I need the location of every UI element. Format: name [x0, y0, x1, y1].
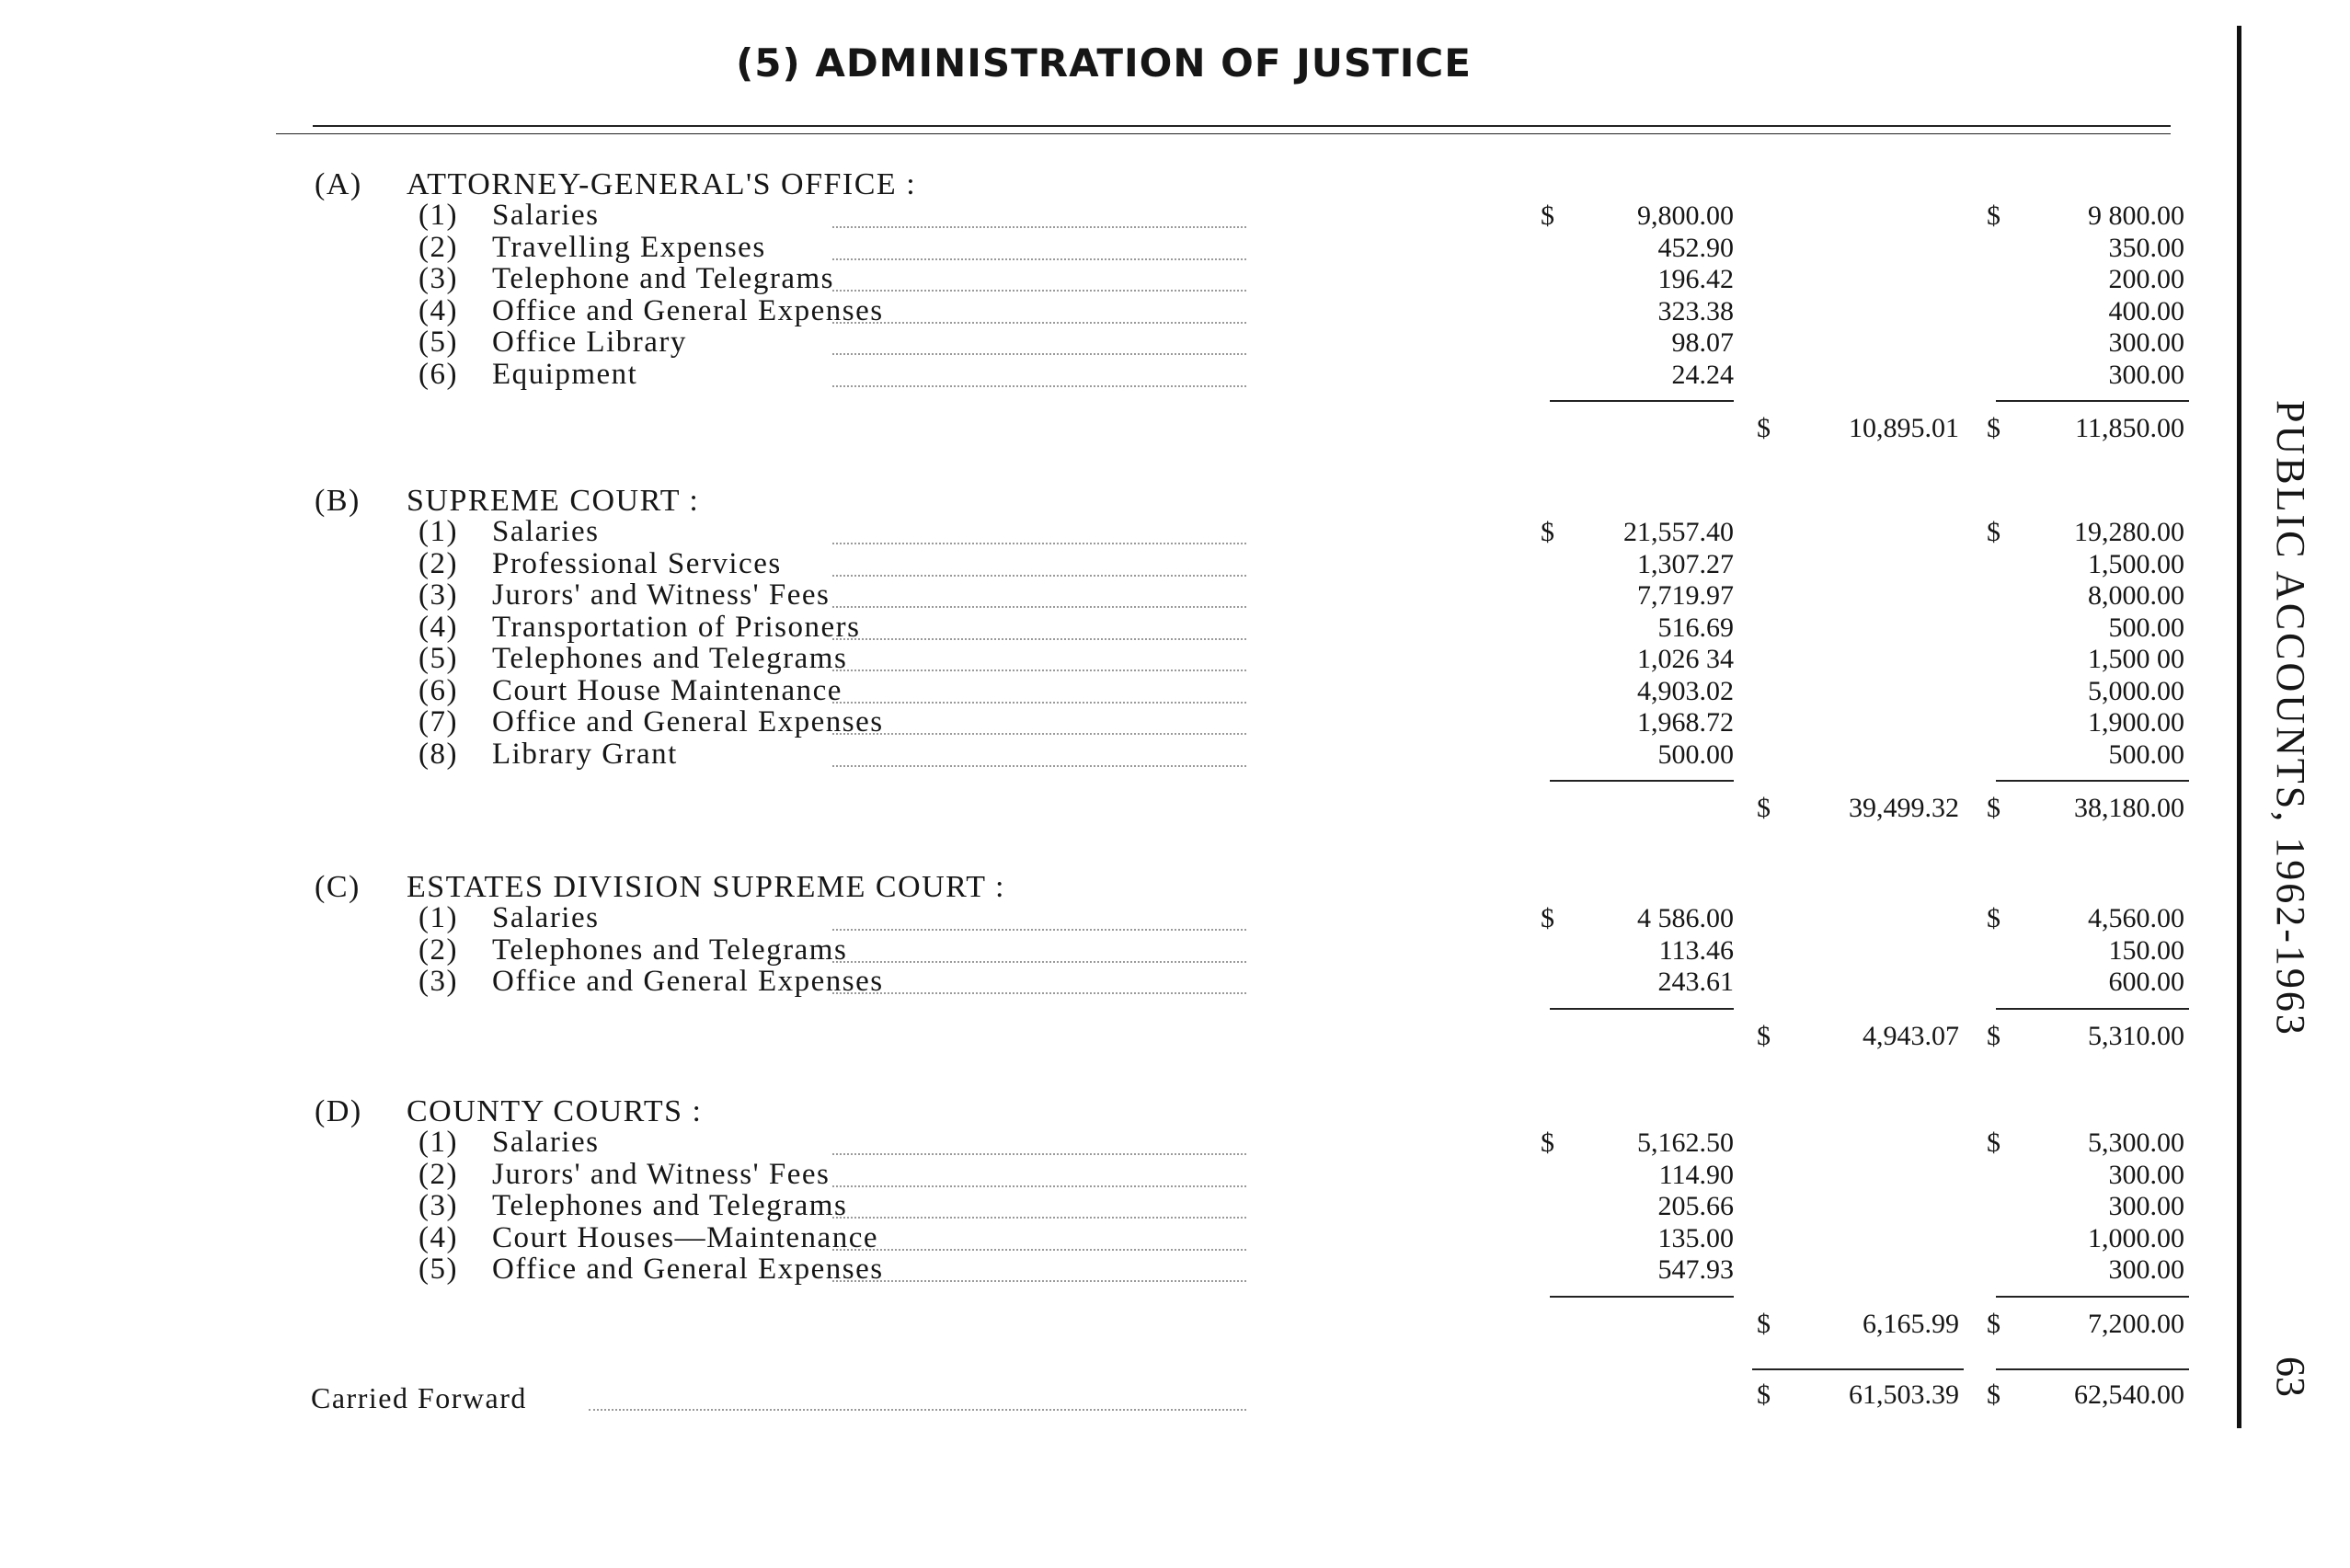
line-item-number: (5) [418, 642, 458, 675]
leader-dots [832, 606, 1246, 608]
leader-dots [832, 765, 1246, 767]
line-item-number: (5) [418, 1253, 458, 1286]
subtotal-rule [1996, 780, 2189, 782]
section-name: COUNTY COURTS : [407, 1094, 703, 1128]
line-item-text: Salaries [492, 515, 600, 548]
line-item-label [418, 199, 599, 233]
subtotal-rule [1550, 400, 1734, 402]
leader-dots [832, 385, 1246, 387]
amount-actual: 516.69 [1657, 612, 1734, 643]
amount-estimate: 300.00 [2108, 1159, 2184, 1190]
amount-actual: 9,800.00 [1637, 200, 1734, 231]
section-total-actual: 10,895.01 [1849, 413, 1959, 443]
leader-dots [832, 1249, 1246, 1251]
amount-actual: 196.42 [1657, 264, 1734, 294]
line-item-number: (3) [418, 578, 458, 612]
leader-dots [589, 1409, 1246, 1411]
amount-estimate: 1,500 00 [2088, 644, 2184, 674]
amount-actual: 4 586.00 [1637, 903, 1734, 933]
line-item-label [418, 262, 834, 296]
amount-actual: 547.93 [1657, 1254, 1734, 1285]
line-item-text: Telephones and Telegrams [492, 642, 848, 675]
section-name: ESTATES DIVISION SUPREME COURT : [407, 870, 1005, 904]
line-item-number: (3) [418, 1189, 458, 1222]
dollar-sign: $ [1987, 903, 2000, 933]
leader-dots [832, 575, 1246, 577]
amount-actual: 21,557.40 [1623, 517, 1734, 547]
line-item-label [418, 1158, 830, 1192]
subtotal-rule [1996, 1296, 2189, 1298]
leader-dots [832, 1280, 1246, 1282]
amount-actual: 7,719.97 [1637, 580, 1734, 611]
line-item-label [418, 326, 687, 360]
amount-estimate: 300.00 [2108, 359, 2184, 390]
line-item-number: (1) [418, 515, 458, 548]
subtotal-rule [1550, 1296, 1734, 1298]
section-total-actual: 4,943.07 [1863, 1020, 1959, 1051]
line-item-number: (1) [418, 901, 458, 934]
section-total-estimate: 7,200.00 [2088, 1308, 2184, 1339]
line-item-text: Salaries [492, 199, 600, 232]
amount-actual: 135.00 [1657, 1222, 1734, 1253]
amount-estimate: 1,500.00 [2088, 548, 2184, 579]
dollar-sign: $ [1757, 1379, 1771, 1410]
amount-estimate: 200.00 [2108, 264, 2184, 294]
leader-dots [832, 1153, 1246, 1155]
line-item-number: (4) [418, 1220, 458, 1254]
leader-dots [832, 543, 1246, 544]
line-item-label [418, 611, 860, 645]
line-item-text: Court Houses—Maintenance [492, 1220, 878, 1254]
amount-estimate: 5,300.00 [2088, 1127, 2184, 1158]
amount-actual: 243.61 [1657, 967, 1734, 997]
amount-estimate: 300.00 [2108, 1254, 2184, 1285]
leader-dots [832, 992, 1246, 994]
amount-actual: 98.07 [1671, 327, 1734, 358]
line-item-number: (4) [418, 293, 458, 327]
leader-dots [832, 322, 1246, 324]
line-item-number: (1) [418, 1126, 458, 1159]
dollar-sign: $ [1757, 793, 1771, 823]
amount-actual: 4,903.02 [1637, 675, 1734, 706]
line-item-number: (6) [418, 357, 458, 391]
line-item-text: Jurors' and Witness' Fees [492, 578, 831, 612]
line-item-number: (5) [418, 326, 458, 359]
line-item-text: Jurors' and Witness' Fees [492, 1157, 831, 1191]
line-item-number: (2) [418, 230, 458, 264]
dollar-sign: $ [1987, 413, 2000, 443]
leader-dots [832, 226, 1246, 228]
dollar-sign: $ [1541, 903, 1554, 933]
subtotal-rule [1550, 780, 1734, 782]
amount-actual: 24.24 [1671, 359, 1734, 390]
dollar-sign: $ [1987, 1020, 2000, 1051]
section-total-estimate: 38,180.00 [2074, 793, 2184, 823]
amount-actual: 452.90 [1657, 232, 1734, 263]
line-item-text: Court House Maintenance [492, 673, 843, 707]
leader-dots [832, 929, 1246, 931]
line-item-label [418, 1221, 878, 1255]
line-item-text: Office and General Expenses [492, 705, 884, 738]
line-item-label [418, 901, 599, 935]
section-letter: (C) [315, 870, 361, 904]
leader-dots [832, 1217, 1246, 1219]
line-item-number: (2) [418, 1157, 458, 1191]
carried-forward-actual: 61,503.39 [1849, 1379, 1959, 1410]
page-number: 63 [2268, 1356, 2313, 1397]
leader-dots [832, 961, 1246, 963]
line-item-label [418, 547, 782, 581]
amount-estimate: 300.00 [2108, 1191, 2184, 1221]
subtotal-rule [1996, 1008, 2189, 1010]
amount-actual: 1,307.27 [1637, 548, 1734, 579]
leader-dots [832, 258, 1246, 260]
section-name: ATTORNEY-GENERAL'S OFFICE : [407, 167, 917, 201]
line-item-number: (7) [418, 705, 458, 738]
line-item-number: (4) [418, 610, 458, 644]
line-item-text: Salaries [492, 1126, 600, 1159]
amount-estimate: 350.00 [2108, 232, 2184, 263]
line-item-number: (6) [418, 673, 458, 707]
line-item-text: Office Library [492, 326, 687, 359]
amount-estimate: 1,000.00 [2088, 1222, 2184, 1253]
line-item-text: Telephones and Telegrams [492, 933, 848, 967]
line-item-number: (2) [418, 546, 458, 580]
dollar-sign: $ [1987, 200, 2000, 231]
line-item-number: (3) [418, 965, 458, 998]
amount-actual: 1,026 34 [1637, 644, 1734, 674]
amount-estimate: 600.00 [2108, 967, 2184, 997]
amount-actual: 114.90 [1658, 1159, 1734, 1190]
amount-actual: 113.46 [1658, 934, 1734, 966]
line-item-text: Travelling Expenses [492, 230, 766, 264]
amount-estimate: 4,560.00 [2088, 903, 2184, 933]
section-total-actual: 39,499.32 [1849, 793, 1959, 823]
amount-estimate: 400.00 [2108, 295, 2184, 326]
line-item-text: Transportation of Prisoners [492, 610, 861, 644]
line-item-label [418, 1189, 847, 1223]
section-name: SUPREME COURT : [407, 484, 700, 518]
leader-dots [832, 670, 1246, 671]
side-title: PUBLIC ACCOUNTS, 1962-1963 [2268, 400, 2313, 1037]
leader-dots [832, 290, 1246, 292]
line-item-number: (3) [418, 262, 458, 295]
total-rule [1996, 1368, 2189, 1370]
carried-forward-estimate: 62,540.00 [2074, 1379, 2184, 1410]
dollar-sign: $ [1541, 517, 1554, 547]
total-rule [1752, 1368, 1964, 1370]
line-item-label [418, 933, 847, 967]
dollar-sign: $ [1987, 517, 2000, 547]
amount-actual: 323.38 [1657, 295, 1734, 326]
amount-estimate: 1,900.00 [2088, 707, 2184, 738]
title-rule [313, 125, 2171, 127]
amount-actual: 205.66 [1657, 1191, 1734, 1221]
carried-forward-label: Carried Forward [311, 1381, 527, 1414]
amount-actual: 5,162.50 [1637, 1127, 1734, 1158]
line-item-number: (2) [418, 933, 458, 967]
title-rule-thin [276, 133, 2171, 134]
line-item-label [418, 642, 847, 676]
section-letter: (D) [315, 1094, 362, 1128]
line-item-label [418, 705, 884, 739]
line-item-number: (8) [418, 737, 458, 771]
line-item-label [418, 738, 678, 772]
amount-estimate: 500.00 [2108, 612, 2184, 643]
amount-estimate: 150.00 [2108, 934, 2184, 966]
line-item-number: (1) [418, 199, 458, 232]
line-item-label [418, 294, 884, 328]
line-item-label [418, 674, 843, 708]
amount-estimate: 8,000.00 [2088, 580, 2184, 611]
line-item-label [418, 965, 884, 999]
line-item-label [418, 1253, 884, 1287]
line-item-label [418, 515, 599, 549]
amount-estimate: 19,280.00 [2074, 517, 2184, 547]
line-item-text: Library Grant [492, 737, 678, 771]
line-item-text: Equipment [492, 357, 638, 391]
amount-estimate: 300.00 [2108, 327, 2184, 358]
line-item-label [418, 1126, 599, 1160]
page-title: (5) ADMINISTRATION OF JUSTICE [736, 40, 1472, 86]
line-item-text: Telephones and Telegrams [492, 1189, 848, 1222]
section-letter: (A) [315, 167, 362, 201]
dollar-sign: $ [1757, 1020, 1771, 1051]
leader-dots [832, 638, 1246, 640]
line-item-text: Professional Services [492, 546, 782, 580]
line-item-label [418, 578, 830, 612]
leader-dots [832, 733, 1246, 735]
amount-estimate: 5,000.00 [2088, 675, 2184, 706]
section-total-actual: 6,165.99 [1863, 1308, 1959, 1339]
line-item-text: Office and General Expenses [492, 1253, 884, 1286]
leader-dots [832, 1185, 1246, 1187]
section-total-estimate: 11,850.00 [2075, 413, 2184, 443]
dollar-sign: $ [1987, 793, 2000, 823]
margin-rule [2237, 26, 2241, 1428]
section-letter: (B) [315, 484, 361, 518]
section-total-estimate: 5,310.00 [2088, 1020, 2184, 1051]
line-item-text: Telephone and Telegrams [492, 262, 834, 295]
amount-actual: 500.00 [1657, 738, 1734, 770]
dollar-sign: $ [1541, 1127, 1554, 1158]
amount-actual: 1,968.72 [1637, 707, 1734, 738]
dollar-sign: $ [1757, 413, 1771, 443]
amount-estimate: 9 800.00 [2088, 200, 2184, 231]
amount-estimate: 500.00 [2108, 738, 2184, 770]
line-item-text: Salaries [492, 901, 600, 934]
leader-dots [832, 702, 1246, 704]
dollar-sign: $ [1987, 1127, 2000, 1158]
line-item-label [418, 231, 766, 265]
line-item-text: Office and General Expenses [492, 293, 884, 327]
dollar-sign: $ [1541, 200, 1554, 231]
dollar-sign: $ [1987, 1308, 2000, 1339]
subtotal-rule [1550, 1008, 1734, 1010]
subtotal-rule [1996, 400, 2189, 402]
dollar-sign: $ [1757, 1308, 1771, 1339]
line-item-text: Office and General Expenses [492, 965, 884, 998]
leader-dots [832, 353, 1246, 355]
dollar-sign: $ [1987, 1379, 2000, 1410]
line-item-label [418, 358, 637, 392]
